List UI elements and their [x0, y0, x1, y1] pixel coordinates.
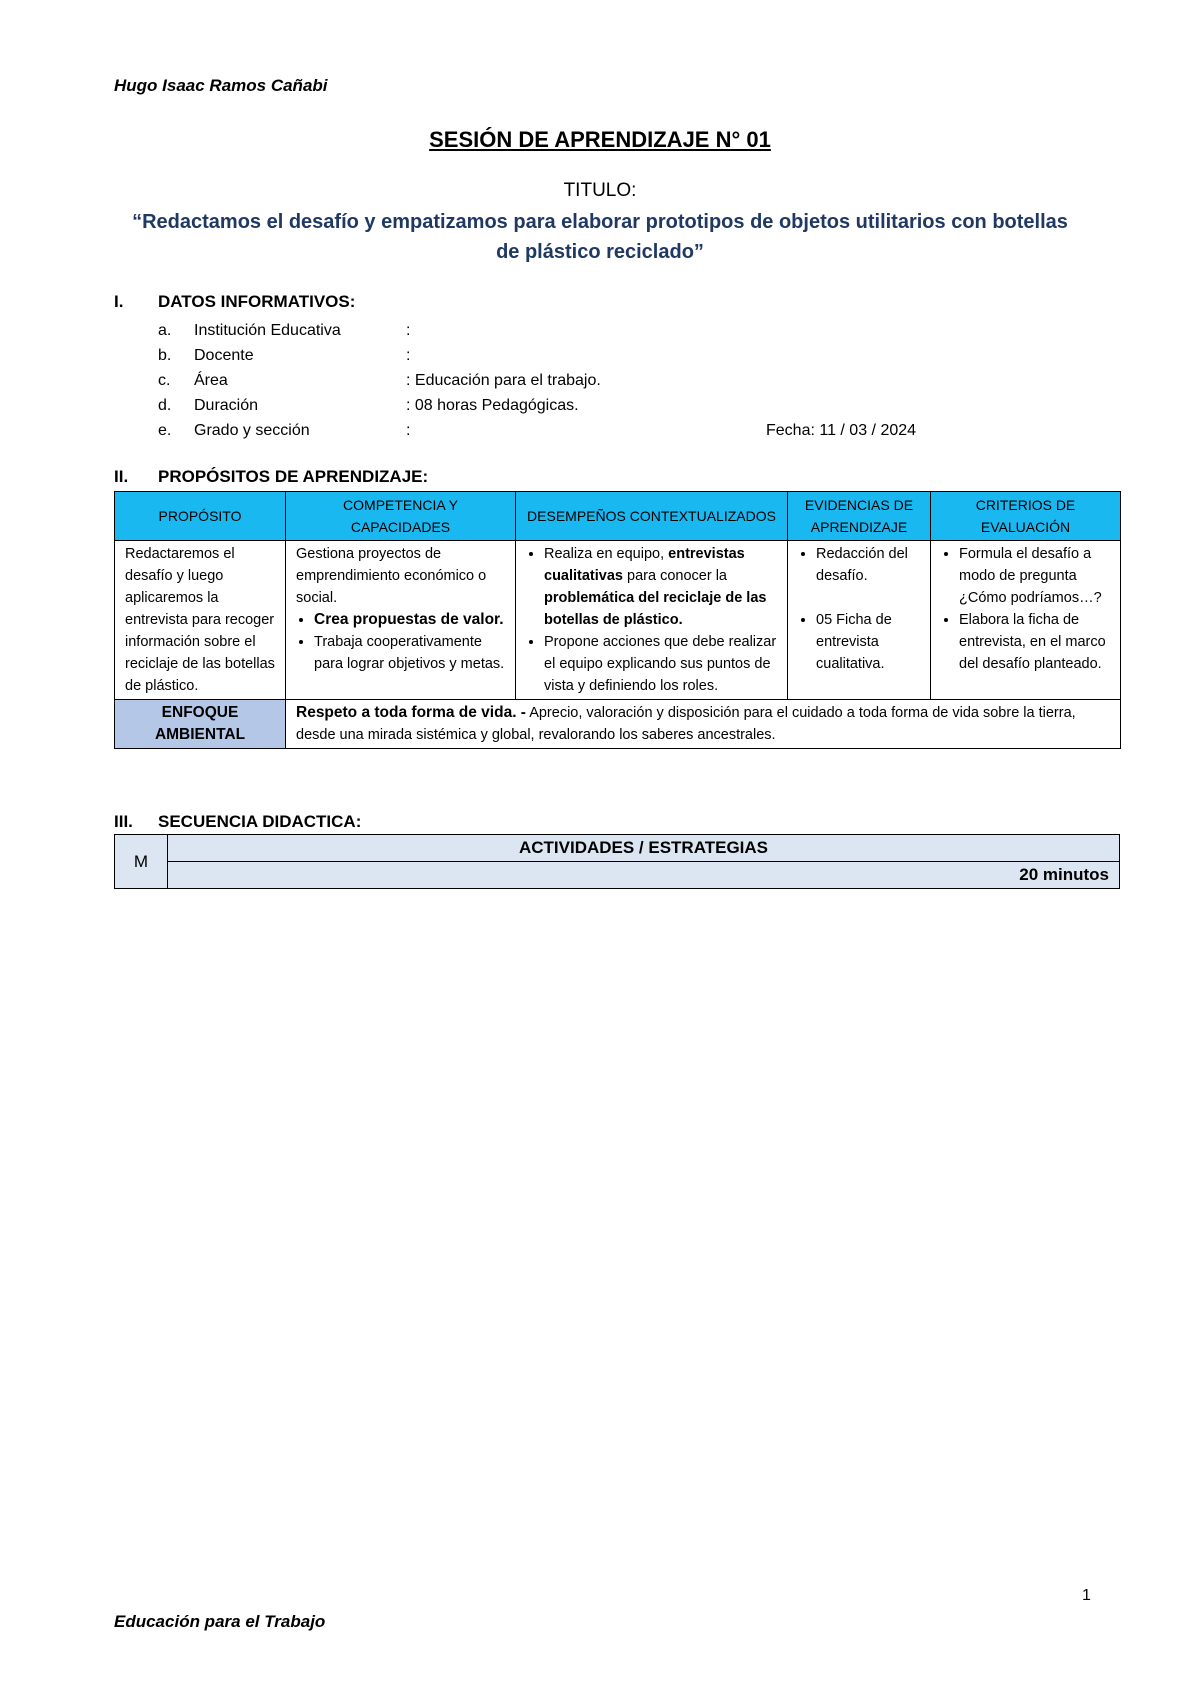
- list-item: • 05 Ficha de entrevista cualitativa.: [816, 609, 920, 675]
- datos-value: :: [406, 421, 411, 439]
- list-item: • Redacción del desafío.: [816, 543, 920, 587]
- datos-letter: d.: [158, 396, 172, 414]
- desempeno-text: Realiza en equipo,: [544, 546, 669, 562]
- table-header-row: [115, 492, 1121, 541]
- datos-label: Institución Educativa: [194, 321, 341, 339]
- competencia-intro: Gestiona proyectos de emprendimiento económico o social.: [296, 546, 487, 606]
- header-proposito: PROPÓSITO: [115, 492, 286, 541]
- datos-value: : Educación para el trabajo.: [406, 371, 601, 389]
- desempenos-list: [526, 543, 777, 697]
- desempeno-bold: entrevistas cualitativas: [544, 546, 745, 584]
- section-secuencia: [114, 812, 361, 832]
- datos-label: Duración: [194, 396, 259, 414]
- datos-row: [158, 418, 916, 443]
- section-title: DATOS INFORMATIVOS:: [158, 292, 356, 311]
- datos-label: Área: [194, 371, 228, 389]
- desempeno-text: para conocer la: [623, 568, 727, 584]
- titulo-label: TITULO:: [563, 180, 637, 201]
- datos-letter: c.: [158, 371, 171, 389]
- desempeno-bold: problemática del reciclaje de las botellas de plástico.: [544, 590, 767, 628]
- document-title: SESIÓN DE APRENDIZAJE N° 01: [429, 127, 771, 152]
- list-item: • Propone acciones que debe realizar el equipo explicando sus puntos de vista y definiendo los roles.: [544, 631, 777, 697]
- capacidades-list: [296, 609, 505, 675]
- table-row: [115, 862, 1120, 889]
- criterios-list: [941, 543, 1110, 675]
- datos-row: [158, 393, 916, 418]
- page-number: 1: [1082, 1587, 1091, 1604]
- table-row: [115, 835, 1120, 862]
- section-title: PROPÓSITOS DE APRENDIZAJE:: [158, 467, 429, 486]
- datos-value: :: [406, 346, 411, 364]
- header-evidencias: EVIDENCIAS DE APRENDIZAJE: [788, 492, 931, 541]
- section-datos-informativos: [114, 292, 355, 312]
- datos-label: Grado y sección: [194, 421, 310, 439]
- evidencias-list: [798, 543, 920, 675]
- table-row-enfoque: [115, 700, 1121, 749]
- enfoque-description: [286, 700, 1121, 749]
- minutes-cell: 20 minutos: [168, 862, 1120, 889]
- list-item: • Formula el desafío a modo de pregunta ¿Cómo podríamos…?: [959, 543, 1110, 609]
- competencia-cell: [286, 541, 516, 700]
- section-number: I.: [114, 292, 124, 311]
- proposito-cell: Redactaremos el desafío y luego aplicaremos la entrevista para recoger información sobre el reciclaje de las botellas de plástico.: [115, 541, 286, 700]
- header-desempenos: DESEMPEÑOS CONTEXTUALIZADOS: [516, 492, 788, 541]
- header-author: Hugo Isaac Ramos Cañabi: [114, 76, 328, 95]
- propositos-table: [114, 491, 1121, 749]
- criterios-cell: [931, 541, 1121, 700]
- datos-value: :: [406, 321, 411, 339]
- datos-letter: b.: [158, 346, 172, 364]
- activities-header: ACTIVIDADES / ESTRATEGIAS: [168, 835, 1120, 862]
- evidencias-cell: [788, 541, 931, 700]
- header-criterios: CRITERIOS DE EVALUACIÓN: [931, 492, 1121, 541]
- section-title: SECUENCIA DIDACTICA:: [158, 812, 362, 831]
- enfoque-label: ENFOQUE AMBIENTAL: [115, 700, 286, 749]
- session-title: “Redactamos el desafío y empatizamos para elaborar prototipos de objetos utilitarios con botellas de plástico reciclado”: [132, 211, 1068, 263]
- datos-row: [158, 343, 916, 368]
- list-item: • Elabora la ficha de entrevista, en el marco del desafío planteado.: [959, 609, 1110, 675]
- table-row: [115, 541, 1121, 700]
- secuencia-table: [114, 834, 1120, 889]
- datos-letter: e.: [158, 421, 172, 439]
- list-item: • Trabaja cooperativamente para lograr objetivos y metas.: [314, 631, 505, 675]
- header-competencia: COMPETENCIA Y CAPACIDADES: [286, 492, 516, 541]
- datos-row: [158, 368, 916, 393]
- datos-row: [158, 318, 916, 343]
- datos-letter: a.: [158, 321, 172, 339]
- datos-value: : 08 horas Pedagógicas.: [406, 396, 579, 414]
- momento-cell: M: [115, 835, 168, 889]
- list-item: [544, 543, 777, 631]
- enfoque-bold: Respeto a toda forma de vida. -: [296, 704, 526, 721]
- footer-text: Educación para el Trabajo: [114, 1612, 326, 1631]
- datos-label: Docente: [194, 346, 254, 364]
- enfoque-text: Aprecio, valoración y disposición para el cuidado a toda forma de vida sobre la tierra, desde una mirada sistémica y global, revalorando los saberes ancestrales.: [296, 705, 1076, 743]
- desempenos-cell: [516, 541, 788, 700]
- fecha-value: Fecha: 11 / 03 / 2024: [766, 421, 917, 439]
- section-number: II.: [114, 467, 129, 486]
- list-item: • Crea propuestas de valor.: [314, 609, 505, 631]
- section-propositos: [114, 467, 428, 487]
- section-number: III.: [114, 812, 133, 831]
- datos-list: [158, 318, 916, 443]
